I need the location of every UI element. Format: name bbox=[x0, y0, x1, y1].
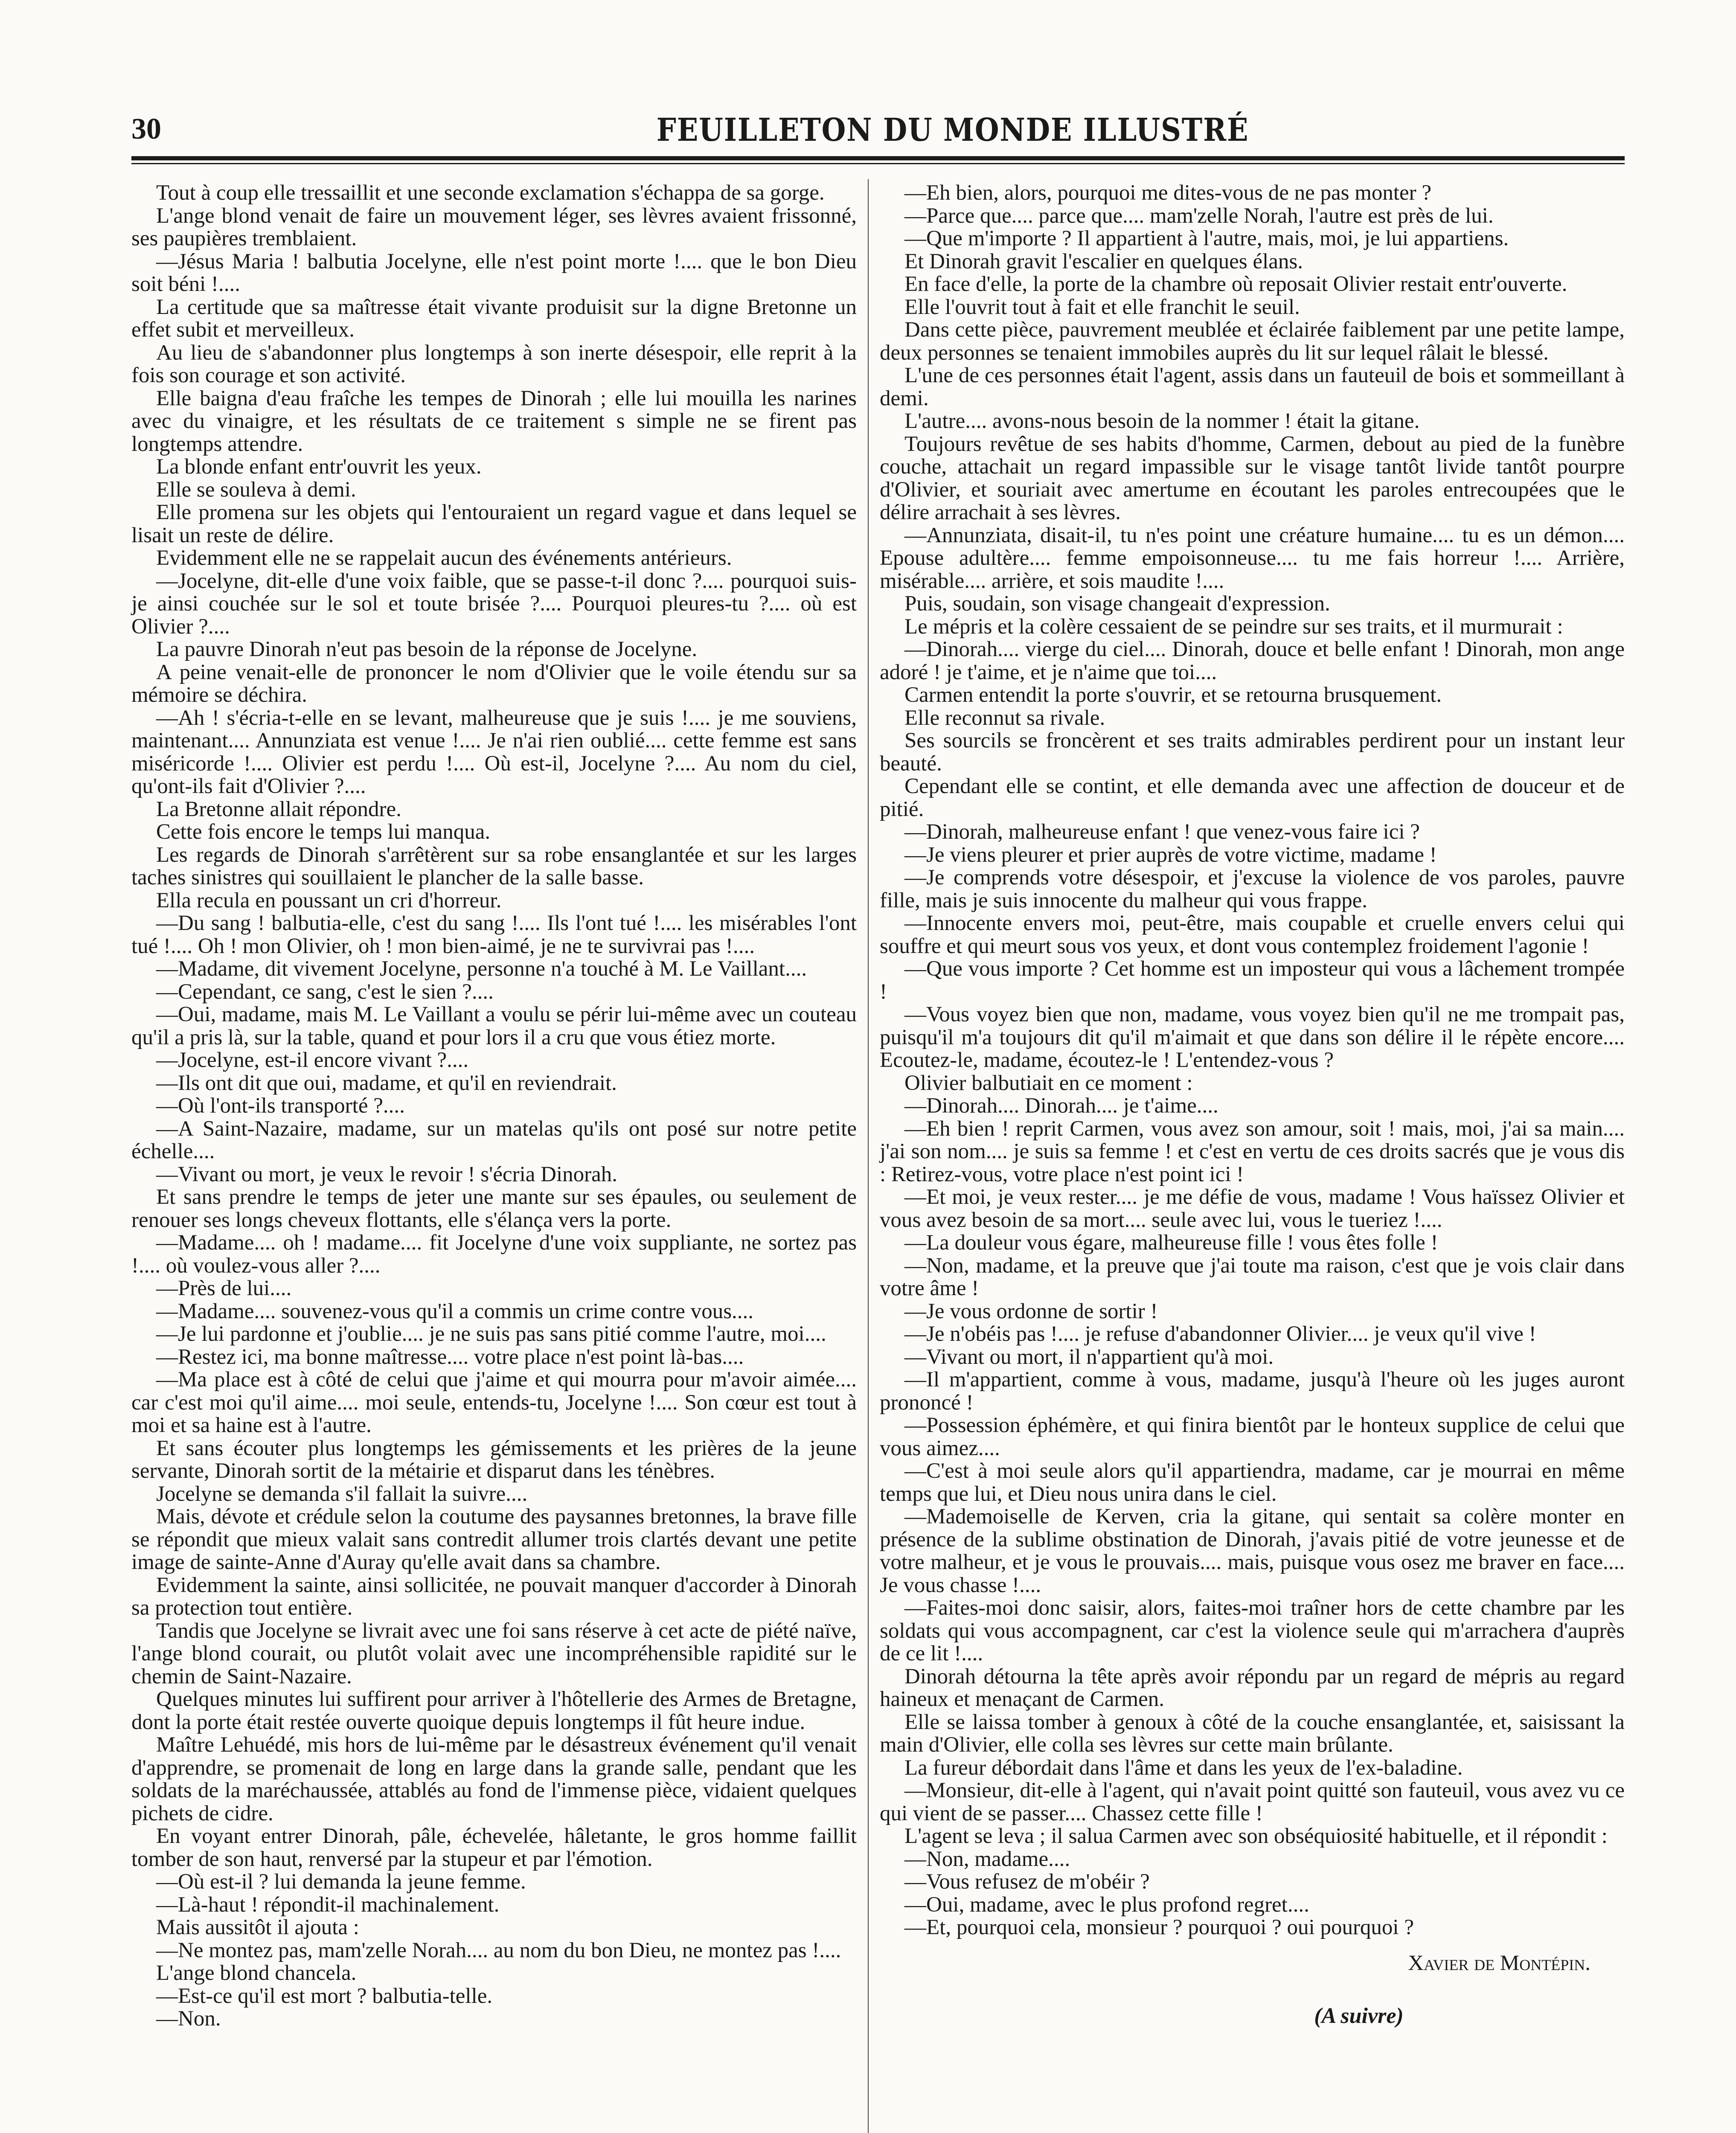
paragraph: —C'est à moi seule alors qu'il appartiendra, madame, car je mourrai en même temps que lui, et Dieu nous unira dans le ciel. bbox=[880, 1459, 1625, 1506]
paragraph: —Jocelyne, dit-elle d'une voix faible, que se passe-t-il donc ?.... pourquoi suis-je ainsi couchée sur le sol et toute brisée ?.... Pourquoi pleures-tu ?.... où est Olivier ?.... bbox=[131, 569, 857, 639]
paragraph: Au lieu de s'abandonner plus longtemps à son inerte désespoir, elle reprit à la fois son courage et son activité. bbox=[131, 340, 857, 387]
paragraph: Tout à coup elle tressaillit et une seconde exclamation s'échappa de sa gorge. bbox=[156, 181, 825, 205]
paragraph: Evidemment elle ne se rappelait aucun des événements antérieurs. bbox=[156, 546, 732, 570]
paragraph: L'ange blond venait de faire un mouvement léger, ses lèvres avaient frissonné, ses paupières tremblaient. bbox=[131, 203, 857, 250]
paragraph: —La douleur vous égare, malheureuse fille ! vous êtes folle ! bbox=[904, 1231, 1438, 1255]
paragraph: Mais, dévote et crédule selon la coutume des paysannes bretonnes, la brave fille se répondit que mieux valait sans contredit allumer trois clartés devant une petite image de sainte-Anne d'Auray qu'elle avait dans sa chambre. bbox=[131, 1505, 857, 1574]
paragraph: —Vivant ou mort, je veux le revoir ! s'écria Dinorah. bbox=[156, 1162, 618, 1186]
paragraph: —Eh bien, alors, pourquoi me dites-vous de ne pas monter ? bbox=[904, 181, 1432, 205]
paragraph: L'agent se leva ; il salua Carmen avec son obséquiosité habituelle, et il répondit : bbox=[904, 1824, 1608, 1848]
author-signature: Xavier de Montépin. bbox=[1408, 1951, 1591, 1975]
paragraph: En voyant entrer Dinorah, pâle, échevelée, hâletante, le gros homme faillit tomber de son haut, renversé par la stupeur et par l'émotion. bbox=[131, 1824, 857, 1871]
paragraph: —Je comprends votre désespoir, et j'excuse la violence de vos paroles, pauvre fille, mais je suis innocente du malheur qui vous frappe. bbox=[880, 866, 1625, 912]
header-rule-thin bbox=[131, 163, 1625, 164]
paragraph: La Bretonne allait répondre. bbox=[156, 797, 401, 821]
paragraph: —Eh bien ! reprit Carmen, vous avez son amour, soit ! mais, moi, j'ai sa main.... j'ai son nom.... je suis sa femme ! et c'est en vertu de ces droits sacrés que je vous dis : Retirez-vous, votre place n'est point ici ! bbox=[880, 1116, 1625, 1186]
paragraph: Ella recula en poussant un cri d'horreur. bbox=[156, 888, 502, 912]
paragraph: —Oui, madame, mais M. Le Vaillant a voulu se périr lui-même avec un couteau qu'il a pris là, sur la table, quand et pour lors il a cru que vous étiez morte. bbox=[131, 1003, 857, 1049]
right-column-paragraphs bbox=[880, 182, 1625, 1939]
paragraph: Cependant elle se contint, et elle demanda avec une affection de douceur et de pitié. bbox=[880, 774, 1625, 821]
paragraph: Et sans écouter plus longtemps les gémissements et les prières de la jeune servante, Dinorah sortit de la métairie et disparut dans les ténèbres. bbox=[131, 1436, 857, 1483]
paragraph: L'ange blond chancela. bbox=[156, 1961, 357, 1985]
header-rule-thick bbox=[131, 156, 1625, 160]
paragraph: —Ils ont dit que oui, madame, et qu'il en reviendrait. bbox=[156, 1071, 617, 1095]
paragraph: —Mademoiselle de Kerven, cria la gitane, qui sentait sa colère monter en présence de la sublime obstination de Dinorah, j'avais pitié de votre jeunesse et de votre malheur, et je vous le prouvais.... mais, puisque vous osez me braver en face.... Je vous chasse !.... bbox=[880, 1505, 1625, 1597]
paragraph: Olivier balbutiait en ce moment : bbox=[904, 1071, 1193, 1095]
left-column bbox=[131, 182, 857, 2031]
paragraph: —Et, pourquoi cela, monsieur ? pourquoi ? oui pourquoi ? bbox=[904, 1915, 1414, 1939]
paragraph: Maître Lehuédé, mis hors de lui-même par le désastreux événement qu'il venait d'apprendre, se promenait de long en large dans la grande salle, pendant que les soldats de la maréchaussée, attablés au fond de l'immense pièce, vidaient quelques pichets de cidre. bbox=[131, 1733, 857, 1825]
paragraph: —Cependant, ce sang, c'est le sien ?.... bbox=[156, 979, 494, 1004]
paragraph: —Madame, dit vivement Jocelyne, personne n'a touché à M. Le Vaillant.... bbox=[156, 957, 807, 981]
paragraph: Jocelyne se demanda s'il fallait la suivre.... bbox=[156, 1482, 528, 1506]
paragraph: —Où l'ont-ils transporté ?.... bbox=[156, 1094, 405, 1118]
paragraph: —Possession éphémère, et qui finira bientôt par le honteux supplice de celui que vous aimez.... bbox=[880, 1413, 1625, 1460]
paragraph: Elle se laissa tomber à genoux à côté de la couche ensanglantée, et, saisissant la main d'Olivier, elle colla ses lèvres sur cette main brûlante. bbox=[880, 1710, 1625, 1757]
page-header bbox=[131, 110, 1625, 174]
paragraph: —Ma place est à côté de celui que j'aime et qui mourra pour m'avoir aimée.... car c'est moi qu'il aime.... moi seule, entends-tu, Jocelyne !.... Son cœur est tout à moi et sa haine est à l'autre. bbox=[131, 1368, 857, 1437]
paragraph: —Restez ici, ma bonne maîtresse.... votre place n'est point là-bas.... bbox=[156, 1345, 744, 1369]
paragraph: —Non, madame.... bbox=[904, 1847, 1070, 1871]
paragraph: —Innocente envers moi, peut-être, mais coupable et cruelle envers celui qui souffre et qui meurt sous vos yeux, et dont vous contemplez froidement l'agonie ! bbox=[880, 911, 1625, 958]
paragraph: —Ne montez pas, mam'zelle Norah.... au nom du bon Dieu, ne montez pas !.... bbox=[156, 1938, 841, 1962]
paragraph: —Vous refusez de m'obéir ? bbox=[904, 1870, 1150, 1894]
column-divider bbox=[868, 179, 869, 2133]
paragraph: —Vivant ou mort, il n'appartient qu'à moi. bbox=[904, 1345, 1274, 1369]
paragraph: —Dinorah.... Dinorah.... je t'aime.... bbox=[904, 1094, 1218, 1118]
paragraph: —Près de lui.... bbox=[156, 1276, 292, 1300]
paragraph: Mais aussitôt il ajouta : bbox=[156, 1915, 359, 1939]
paragraph: L'autre.... avons-nous besoin de la nommer ! était la gitane. bbox=[904, 409, 1420, 433]
paragraph: —Dinorah, malheureuse enfant ! que venez-vous faire ici ? bbox=[904, 820, 1420, 844]
paragraph: —Parce que.... parce que.... mam'zelle Norah, l'autre est près de lui. bbox=[904, 203, 1494, 228]
right-column bbox=[880, 182, 1625, 2028]
paragraph: La pauvre Dinorah n'eut pas besoin de la réponse de Jocelyne. bbox=[156, 637, 698, 661]
paragraph: —Je n'obéis pas !.... je refuse d'abandonner Olivier.... je veux qu'il vive ! bbox=[904, 1322, 1536, 1346]
paragraph: —Non. bbox=[156, 2007, 221, 2031]
paragraph: —Là-haut ! répondit-il machinalement. bbox=[156, 1892, 500, 1917]
paragraph: —Vous voyez bien que non, madame, vous voyez bien qu'il ne me trompait pas, puisqu'il m'a toujours dit qu'il m'aimait et que dans son délire il le répète encore.... Ecoutez-le, madame, écoutez-le ! L'entendez-vous ? bbox=[880, 1003, 1625, 1072]
paragraph: Et sans prendre le temps de jeter une mante sur ses épaules, ou seulement de renouer ses longs cheveux flottants, elle s'élança vers la porte. bbox=[131, 1185, 857, 1232]
paragraph: A peine venait-elle de prononcer le nom d'Olivier que le voile étendu sur sa mémoire se déchira. bbox=[131, 660, 857, 707]
paragraph: —Monsieur, dit-elle à l'agent, qui n'avait point quitté son fauteuil, vous avez vu ce qui vient de se passer.... Chassez cette fille ! bbox=[880, 1778, 1625, 1825]
paragraph: —Jésus Maria ! balbutia Jocelyne, elle n'est point morte !.... que le bon Dieu soit béni !.... bbox=[131, 249, 857, 296]
paragraph: Elle l'ouvrit tout à fait et elle franchit le seuil. bbox=[904, 295, 1300, 319]
paragraph: —Que vous importe ? Cet homme est un imposteur qui vous a lâchement trompée ! bbox=[880, 957, 1625, 1004]
paragraph: Cette fois encore le temps lui manqua. bbox=[156, 820, 491, 844]
paragraph: —Que m'importe ? Il appartient à l'autre, mais, moi, je lui appartiens. bbox=[904, 227, 1509, 250]
paragraph: Toujours revêtue de ses habits d'homme, Carmen, debout au pied de la funèbre couche, attachait un regard impassible sur le visage tantôt livide tantôt pourpre d'Olivier, et souriait avec amertume en écoutant les paroles entrecoupées que le délire arrachait à ses lèvres. bbox=[880, 432, 1625, 524]
paragraph: —Où est-il ? lui demanda la jeune femme. bbox=[156, 1870, 526, 1894]
paragraph: —Dinorah.... vierge du ciel.... Dinorah, douce et belle enfant ! Dinorah, mon ange adoré ! je t'aime, et je n'aime que toi.... bbox=[880, 637, 1625, 684]
to-be-continued: (A suivre) bbox=[1314, 2004, 1404, 2028]
paragraph: Tandis que Jocelyne se livrait avec une foi sans réserve à cet acte de piété naïve, l'ange blond courait, ou plutôt volait avec une incompréhensible rapidité sur le chemin de Saint-Nazaire. bbox=[131, 1619, 857, 1688]
paragraph: —Faites-moi donc saisir, alors, faites-moi traîner hors de cette chambre par les soldats qui vous accompagnent, car c'est la violence seule qui m'arrachera d'auprès de ce lit !.... bbox=[880, 1596, 1625, 1665]
paragraph: La blonde enfant entr'ouvrit les yeux. bbox=[156, 455, 482, 479]
paragraph: En face d'elle, la porte de la chambre où reposait Olivier restait entr'ouverte. bbox=[904, 272, 1567, 296]
paragraph: Puis, soudain, son visage changeait d'expression. bbox=[904, 592, 1330, 616]
page-number: 30 bbox=[131, 113, 161, 145]
paragraph: —Annunziata, disait-il, tu n'es point une créature humaine.... tu es un démon.... Epouse adultère.... femme empoisonneuse.... tu me fais horreur !.... Arrière, misérable.... arrière, et sois maudite !.... bbox=[880, 523, 1625, 593]
paragraph: —Et moi, je veux rester.... je me défie de vous, madame ! Vous haïssez Olivier et vous avez besoin de sa mort.... seule avec lui, vous le tueriez !.... bbox=[880, 1185, 1625, 1232]
paragraph: —Je lui pardonne et j'oublie.... je ne suis pas sans pitié comme l'autre, moi.... bbox=[156, 1322, 826, 1346]
paragraph: —Est-ce qu'il est mort ? balbutia-telle. bbox=[156, 1984, 493, 2008]
paragraph: —Madame.... souvenez-vous qu'il a commis un crime contre vous.... bbox=[156, 1299, 754, 1323]
paragraph: —Du sang ! balbutia-elle, c'est du sang !.... Ils l'ont tué !.... les misérables l'ont tué !.... Oh ! mon Olivier, oh ! mon bien-aimé, je ne te survivrai pas !.... bbox=[131, 911, 857, 958]
paragraph: Elle baigna d'eau fraîche les tempes de Dinorah ; elle lui mouilla les narines avec du vinaigre, et les résultats de ce traitement s simple ne se firent pas longtemps attendre. bbox=[131, 386, 857, 456]
paragraph: Carmen entendit la porte s'ouvrir, et se retourna brusquement. bbox=[904, 683, 1442, 707]
paragraph: —Non, madame, et la preuve que j'ai toute ma raison, c'est que je vois clair dans votre âme ! bbox=[880, 1253, 1625, 1300]
paragraph: Elle se souleva à demi. bbox=[156, 477, 356, 502]
paragraph: —Ah ! s'écria-t-elle en se levant, malheureuse que je suis !.... je me souviens, maintenant.... Annunziata est venue !.... Je n'ai rien oublié.... cette femme est sans miséricorde !.... Olivier est perdu !.... Où est-il, Jocelyne ?.... Au nom du ciel, qu'ont-ils fait d'Olivier ?.... bbox=[131, 706, 857, 798]
paragraph: —Je viens pleurer et prier auprès de votre victime, madame ! bbox=[904, 843, 1437, 867]
paragraph: —Oui, madame, avec le plus profond regret.... bbox=[904, 1892, 1309, 1917]
paragraph: Quelques minutes lui suffirent pour arriver à l'hôtellerie des Armes de Bretagne, dont la porte était restée ouverte quoique depuis longtemps il fût heure indue. bbox=[131, 1687, 857, 1734]
running-title: FEUILLETON DU MONDE ILLUSTRÉ bbox=[656, 112, 1249, 148]
paragraph: —Jocelyne, est-il encore vivant ?.... bbox=[156, 1048, 469, 1072]
paragraph: L'une de ces personnes était l'agent, assis dans un fauteuil de bois et sommeillant à demi. bbox=[880, 363, 1625, 410]
paragraph: Dans cette pièce, pauvrement meublée et éclairée faiblement par une petite lampe, deux personnes se tenaient immobiles auprès du lit sur lequel râlait le blessé. bbox=[880, 318, 1625, 365]
paragraph: Ses sourcils se froncèrent et ses traits admirables perdirent pour un instant leur beauté. bbox=[880, 729, 1625, 776]
paragraph: Dinorah détourna la tête après avoir répondu par un regard de mépris au regard haineux et menaçant de Carmen. bbox=[880, 1664, 1625, 1711]
paragraph: Et Dinorah gravit l'escalier en quelques élans. bbox=[904, 249, 1303, 273]
paragraph: Elle reconnut sa rivale. bbox=[904, 706, 1105, 730]
paragraph: —A Saint-Nazaire, madame, sur un matelas qu'ils ont posé sur notre petite échelle.... bbox=[131, 1116, 857, 1163]
paragraph: Elle promena sur les objets qui l'entouraient un regard vague et dans lequel se lisait un reste de délire. bbox=[131, 500, 857, 547]
paragraph: Le mépris et la colère cessaient de se peindre sur ses traits, et il murmurait : bbox=[904, 614, 1563, 639]
paragraph: La certitude que sa maîtresse était vivante produisit sur la digne Bretonne un effet subit et merveilleux. bbox=[131, 295, 857, 342]
paragraph: La fureur débordait dans l'âme et dans les yeux de l'ex-baladine. bbox=[904, 1755, 1463, 1780]
paragraph: —Je vous ordonne de sortir ! bbox=[904, 1299, 1158, 1323]
paragraph: Les regards de Dinorah s'arrêtèrent sur sa robe ensanglantée et sur les larges taches sinistres qui souillaient le plancher de la salle basse. bbox=[131, 843, 857, 889]
paragraph: —Il m'appartient, comme à vous, madame, jusqu'à l'heure où les juges auront prononcé ! bbox=[880, 1368, 1625, 1415]
paragraph: Evidemment la sainte, ainsi sollicitée, ne pouvait manquer d'accorder à Dinorah sa protection tout entière. bbox=[131, 1573, 857, 1620]
paragraph: —Madame.... oh ! madame.... fit Jocelyne d'une voix suppliante, ne sortez pas !.... où voulez-vous aller ?.... bbox=[131, 1231, 857, 1278]
